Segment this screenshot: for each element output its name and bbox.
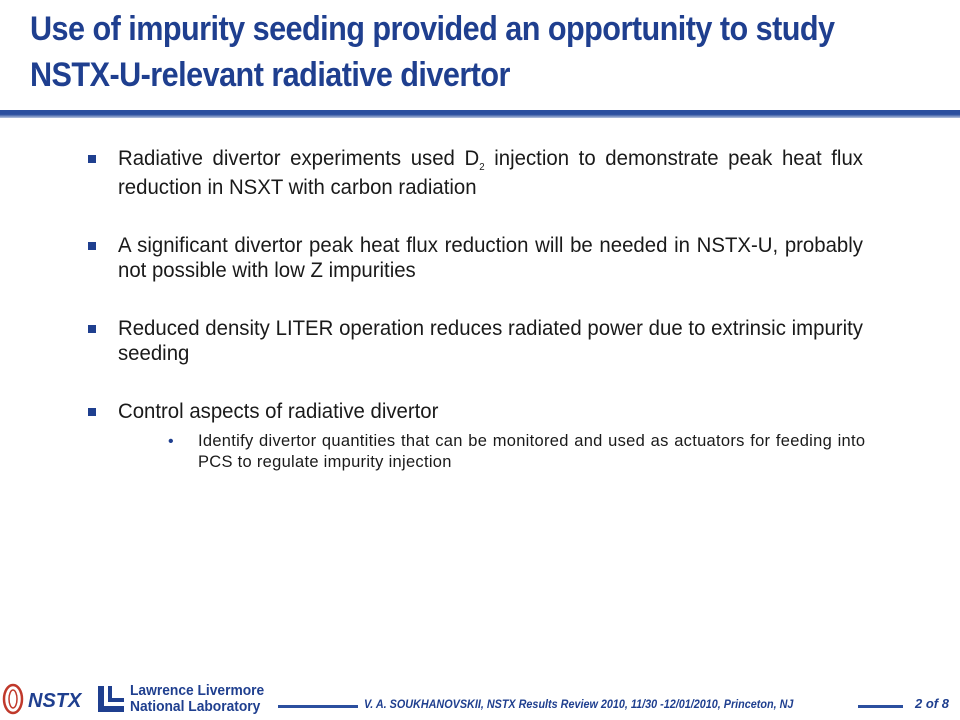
- bullet-1-text-end: injection to demonstrate peak heat flux reduction in NSXT with carbon radiation: [118, 147, 863, 199]
- subbullet-1: [118, 430, 886, 472]
- title-rule: [0, 110, 960, 118]
- footer-divider-right: [858, 705, 903, 708]
- nstx-logo: [2, 682, 90, 716]
- llnl-logo-icon: [96, 684, 126, 714]
- square-bullet-icon: [88, 242, 96, 250]
- slide-title: Use of impurity seeding provided an opportunity to study NSTX-U-relevant radiative divertor: [30, 10, 835, 94]
- square-bullet-icon: [88, 408, 96, 416]
- nstx-logo-text: NSTX: [28, 690, 82, 712]
- bullet-2-text: A significant divertor peak heat flux reduction will be needed in NSTX-U, probably not possible with low Z impurities: [118, 234, 863, 282]
- bullet-1-text-start: Radiative divertor experiments used D: [118, 147, 480, 170]
- llnl-name-line1: Lawrence Livermore: [130, 682, 265, 699]
- bullet-3: [80, 316, 886, 366]
- bullet-3-text: Reduced density LITER operation reduces radiated power due to extrinsic impurity seeding: [118, 317, 863, 365]
- bullet-2: [80, 233, 886, 283]
- page-number: 2 of 8: [915, 696, 949, 711]
- square-bullet-icon: [88, 325, 96, 333]
- bullet-1-text: [118, 146, 863, 200]
- bullet-1-subscript: 2: [479, 162, 485, 173]
- subbullet-1-text: Identify divertor quantities that can be monitored and used as actuators for feeding into PCS to regulate impurity injection: [198, 431, 866, 471]
- bullet-4-text: Control aspects of radiative divertor: [118, 400, 439, 423]
- round-bullet-icon: •: [168, 433, 174, 450]
- footer-divider-left: [278, 705, 358, 708]
- footer-citation: V. A. SOUKHANOVSKII, NSTX Results Review 2010, 11/30 -12/01/2010, Princeton, NJ: [364, 697, 794, 711]
- slide-content: [80, 146, 886, 505]
- footer: [0, 678, 960, 720]
- bullet-4: [80, 399, 886, 472]
- llnl-name-line2: National Laboratory: [130, 698, 261, 715]
- bullet-1: [80, 146, 886, 200]
- square-bullet-icon: [88, 155, 96, 163]
